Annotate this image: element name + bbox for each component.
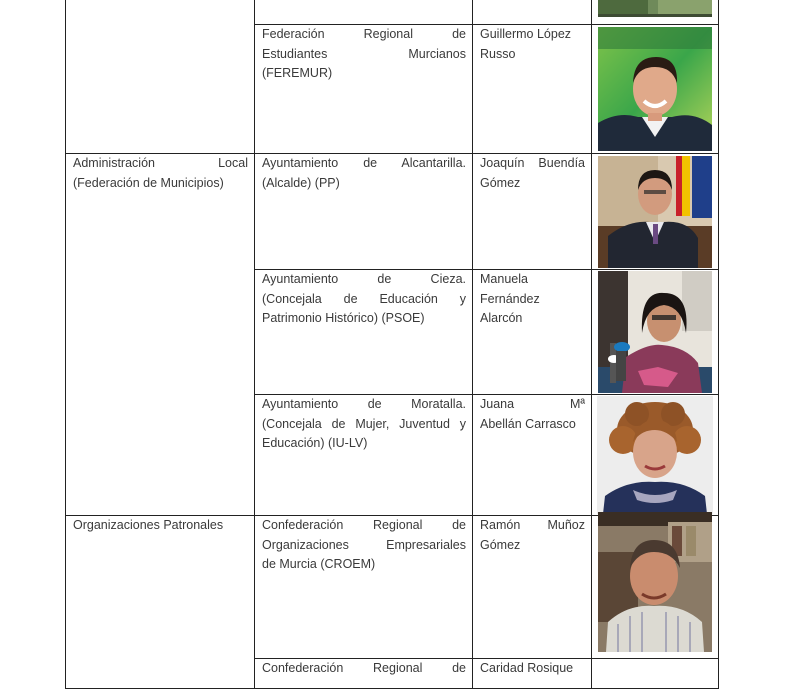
entity-text (255, 25, 472, 84)
entity-line: (Concejala de Mujer, Juventud y (262, 416, 466, 431)
person-line: Guillermo López (480, 27, 572, 41)
entity-cell (255, 154, 473, 270)
photo-cell (592, 0, 719, 25)
person-line: Alarcón (480, 311, 523, 325)
photo-cell (592, 270, 719, 395)
person-line: Gómez (480, 537, 521, 552)
person-cell (473, 659, 592, 689)
person-cell (473, 154, 592, 270)
category-cell (66, 154, 255, 516)
portrait-photo (597, 396, 713, 514)
entity-line: Ayuntamiento de Moratalla. (262, 397, 466, 411)
person-cell (473, 516, 592, 659)
entity-line: de Murcia (CROEM) (262, 557, 376, 571)
entity-cell (255, 395, 473, 516)
person-text (473, 270, 591, 329)
person-line: Russo (480, 46, 516, 61)
photo-cell (592, 395, 719, 516)
entity-cell (255, 0, 473, 25)
person-line: Caridad Rosique (480, 661, 574, 675)
portrait-photo (598, 512, 712, 652)
person-text (473, 516, 591, 555)
category-line: Organizaciones Patronales (73, 518, 224, 532)
person-line: Manuela (480, 272, 528, 286)
category-cell (66, 0, 255, 154)
table-row (66, 154, 719, 270)
person-cell (473, 270, 592, 395)
person-line: Abellán Carrasco (480, 416, 576, 431)
person-text (473, 25, 591, 64)
person-line: Fernández (480, 291, 540, 306)
entity-text (255, 516, 472, 575)
category-line: (Federación de Municipios) (73, 175, 224, 190)
entity-line: (Concejala de Educación y (262, 291, 466, 306)
entity-line: Ayuntamiento de Cieza. (262, 272, 466, 286)
portrait-photo (598, 156, 712, 268)
entity-cell (255, 516, 473, 659)
category-text (66, 154, 254, 193)
person-line: Ramón Muñoz (480, 518, 585, 532)
person-line: Joaquín Buendía (480, 156, 585, 170)
person-cell (473, 25, 592, 154)
entity-line: (FEREMUR) (262, 66, 333, 80)
entity-line: Ayuntamiento de Alcantarilla. (262, 156, 466, 170)
entity-line: Estudiantes Murcianos (262, 46, 466, 61)
table-row (66, 516, 719, 659)
entity-cell (255, 270, 473, 395)
person-cell (473, 0, 592, 25)
portrait-photo (598, 27, 712, 151)
photo-cell (592, 25, 719, 154)
entity-text (255, 154, 472, 193)
entity-line: (Alcalde) (PP) (262, 175, 340, 190)
entity-line: Organizaciones Empresariales (262, 537, 466, 552)
entity-cell (255, 659, 473, 689)
person-line: Juana Mª (480, 397, 585, 411)
entity-text (255, 270, 472, 329)
entity-cell (255, 25, 473, 154)
entity-line: Educación) (IU-LV) (262, 436, 368, 450)
category-line: Administración Local (73, 156, 248, 170)
person-cell (473, 395, 592, 516)
photo-cell (592, 516, 719, 659)
entity-line: Confederación Regional de (262, 518, 466, 532)
person-text (473, 395, 591, 434)
person-text (473, 659, 591, 679)
photo-cell (592, 659, 719, 689)
participants-table (65, 0, 719, 689)
person-line: Gómez (480, 175, 521, 190)
photo-cell (592, 154, 719, 270)
entity-line: Patrimonio Histórico) (PSOE) (262, 311, 425, 325)
entity-text (255, 659, 472, 679)
entity-line: Federación Regional de (262, 27, 466, 41)
portrait-photo (598, 271, 712, 393)
category-text (66, 516, 254, 536)
table-row (66, 0, 719, 25)
entity-line: Confederación Regional de (262, 661, 466, 675)
category-cell (66, 516, 255, 689)
person-text (473, 154, 591, 193)
portrait-photo (598, 0, 712, 17)
entity-text (255, 395, 472, 454)
